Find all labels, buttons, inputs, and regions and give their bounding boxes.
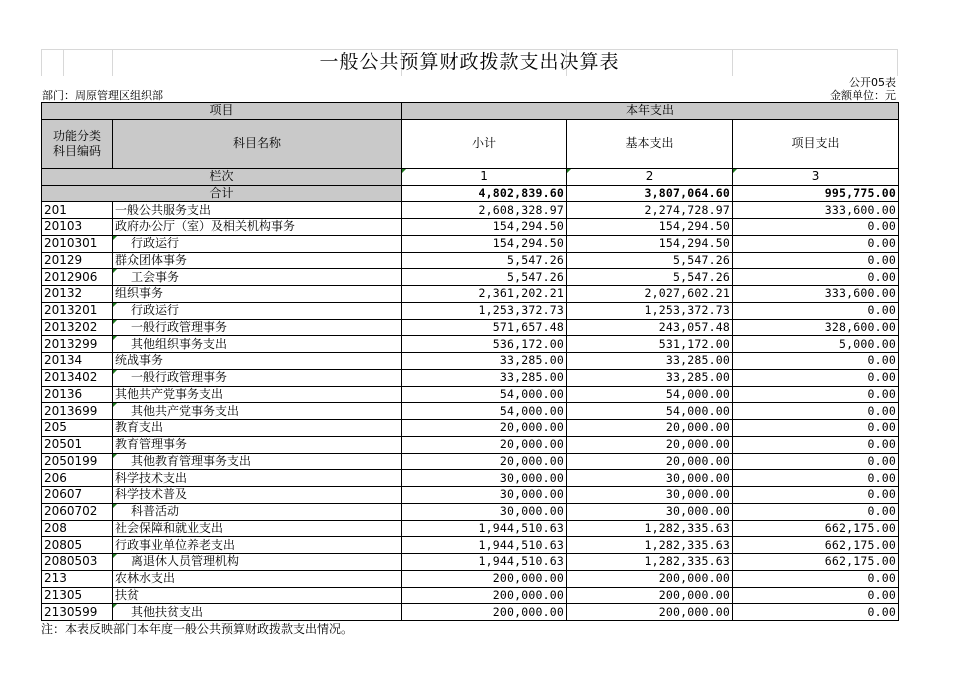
row-subtotal: 54,000.00 (402, 386, 567, 403)
row-subject-name: 其他共产党事务支出 (113, 386, 402, 403)
row-subject-name: 其他共产党事务支出 (113, 403, 402, 420)
department-label: 部门：周原管理区组织部 (42, 89, 163, 102)
row-basic: 200,000.00 (567, 604, 733, 621)
row-code: 20136 (42, 386, 113, 403)
row-subject-name: 社会保障和就业支出 (113, 520, 402, 537)
row-subtotal: 20,000.00 (402, 436, 567, 453)
table-number: 公开05表 (849, 76, 896, 89)
row-code: 20134 (42, 353, 113, 370)
row-subject-name: 一般公共服务支出 (113, 202, 402, 219)
footnote: 注：本表反映部门本年度一般公共预算财政拨款支出情况。 (41, 622, 354, 636)
row-subtotal: 20,000.00 (402, 453, 567, 470)
row-subject-name: 农林水支出 (113, 570, 402, 587)
row-project: 0.00 (733, 269, 899, 286)
row-subject-name: 其他组织事务支出 (113, 336, 402, 353)
row-subject-name: 工会事务 (113, 269, 402, 286)
row-subject-name: 组织事务 (113, 286, 402, 303)
row-code: 2013699 (42, 403, 113, 420)
table-row (42, 554, 899, 571)
row-project: 0.00 (733, 369, 899, 386)
row-subject-name: 教育管理事务 (113, 436, 402, 453)
row-project: 333,600.00 (733, 286, 899, 303)
row-subject-name: 群众团体事务 (113, 252, 402, 269)
row-project: 0.00 (733, 252, 899, 269)
row-basic: 20,000.00 (567, 453, 733, 470)
row-subject-name: 一般行政管理事务 (113, 319, 402, 336)
row-code: 208 (42, 520, 113, 537)
row-project: 662,175.00 (733, 520, 899, 537)
row-basic: 531,172.00 (567, 336, 733, 353)
row-subtotal: 20,000.00 (402, 420, 567, 437)
row-subject-name: 行政运行 (113, 302, 402, 319)
row-code: 20607 (42, 487, 113, 504)
header-row-1 (42, 103, 899, 120)
row-subject-name: 行政运行 (113, 235, 402, 252)
row-subject-name: 扶贫 (113, 587, 402, 604)
row-subject-name: 离退休人员管理机构 (113, 554, 402, 571)
table-row (42, 587, 899, 604)
row-project: 0.00 (733, 436, 899, 453)
row-project: 662,175.00 (733, 554, 899, 571)
row-project: 0.00 (733, 302, 899, 319)
row-subtotal: 30,000.00 (402, 487, 567, 504)
header-current-year: 本年支出 (402, 103, 899, 120)
table-row (42, 369, 899, 386)
row-basic: 54,000.00 (567, 403, 733, 420)
row-subject-name: 其他扶贫支出 (113, 604, 402, 621)
row-subtotal: 33,285.00 (402, 353, 567, 370)
row-subtotal: 200,000.00 (402, 570, 567, 587)
row-basic: 154,294.50 (567, 219, 733, 236)
row-subject-name: 统战事务 (113, 353, 402, 370)
row-basic: 54,000.00 (567, 386, 733, 403)
row-subtotal: 154,294.50 (402, 219, 567, 236)
row-basic: 5,547.26 (567, 252, 733, 269)
row-project: 0.00 (733, 219, 899, 236)
table-row (42, 252, 899, 269)
row-code: 2010301 (42, 235, 113, 252)
row-project: 5,000.00 (733, 336, 899, 353)
table-row (42, 403, 899, 420)
row-subject-name: 科普活动 (113, 503, 402, 520)
row-basic: 200,000.00 (567, 587, 733, 604)
table-row (42, 353, 899, 370)
row-subject-name: 一般行政管理事务 (113, 369, 402, 386)
row-code: 20103 (42, 219, 113, 236)
total-row (42, 185, 899, 202)
table-row (42, 487, 899, 504)
row-subtotal: 200,000.00 (402, 587, 567, 604)
column-number-row (42, 168, 899, 185)
total-label: 合计 (42, 185, 402, 202)
row-project: 328,600.00 (733, 319, 899, 336)
header-function-code: 功能分类 科目编码 (42, 119, 113, 168)
row-subject-name: 教育支出 (113, 420, 402, 437)
row-subtotal: 2,608,328.97 (402, 202, 567, 219)
row-code: 2013201 (42, 302, 113, 319)
row-subtotal: 2,361,202.21 (402, 286, 567, 303)
row-basic: 20,000.00 (567, 420, 733, 437)
header-row-2 (42, 119, 899, 168)
table-row (42, 386, 899, 403)
row-basic: 154,294.50 (567, 235, 733, 252)
table-row (42, 202, 899, 219)
row-code: 205 (42, 420, 113, 437)
row-subject-name: 科学技术支出 (113, 470, 402, 487)
row-basic: 30,000.00 (567, 487, 733, 504)
row-code: 20132 (42, 286, 113, 303)
row-subtotal: 571,657.48 (402, 319, 567, 336)
total-basic: 3,807,064.60 (567, 185, 733, 202)
row-basic: 33,285.00 (567, 369, 733, 386)
row-project: 0.00 (733, 386, 899, 403)
table-row (42, 269, 899, 286)
row-project: 333,600.00 (733, 202, 899, 219)
column-number-label: 栏次 (42, 168, 402, 185)
row-code: 2080503 (42, 554, 113, 571)
row-code: 2013299 (42, 336, 113, 353)
table-row (42, 537, 899, 554)
table-row (42, 219, 899, 236)
column-number-2: 2 (567, 168, 733, 185)
row-project: 0.00 (733, 403, 899, 420)
row-subtotal: 1,944,510.63 (402, 537, 567, 554)
row-project: 0.00 (733, 470, 899, 487)
unit-label: 金额单位：元 (830, 89, 896, 102)
row-code: 2012906 (42, 269, 113, 286)
row-code: 21305 (42, 587, 113, 604)
expenditure-table (41, 102, 899, 621)
table-row (42, 604, 899, 621)
row-project: 0.00 (733, 487, 899, 504)
row-project: 0.00 (733, 420, 899, 437)
row-project: 662,175.00 (733, 537, 899, 554)
row-subject-name: 政府办公厅（室）及相关机构事务 (113, 219, 402, 236)
row-subject-name: 行政事业单位养老支出 (113, 537, 402, 554)
row-basic: 200,000.00 (567, 570, 733, 587)
table-row (42, 570, 899, 587)
row-project: 0.00 (733, 353, 899, 370)
header-subtotal: 小计 (402, 119, 567, 168)
row-subtotal: 5,547.26 (402, 269, 567, 286)
header-project: 项目 (42, 103, 402, 120)
row-basic: 1,282,335.63 (567, 537, 733, 554)
department-row (41, 89, 898, 102)
total-subtotal: 4,802,839.60 (402, 185, 567, 202)
row-basic: 5,547.26 (567, 269, 733, 286)
row-subtotal: 5,547.26 (402, 252, 567, 269)
row-project: 0.00 (733, 503, 899, 520)
table-row (42, 436, 899, 453)
row-code: 213 (42, 570, 113, 587)
row-subtotal: 1,944,510.63 (402, 554, 567, 571)
row-basic: 2,274,728.97 (567, 202, 733, 219)
header-project-expenditure: 项目支出 (733, 119, 899, 168)
row-basic: 20,000.00 (567, 436, 733, 453)
table-row (42, 319, 899, 336)
row-subtotal: 30,000.00 (402, 503, 567, 520)
header-basic: 基本支出 (567, 119, 733, 168)
row-code: 2050199 (42, 453, 113, 470)
column-number-3: 3 (733, 168, 899, 185)
row-subtotal: 30,000.00 (402, 470, 567, 487)
row-subtotal: 200,000.00 (402, 604, 567, 621)
table-row (42, 520, 899, 537)
row-subtotal: 1,253,372.73 (402, 302, 567, 319)
table-row (42, 235, 899, 252)
row-code: 2060702 (42, 503, 113, 520)
total-project: 995,775.00 (733, 185, 899, 202)
row-basic: 243,057.48 (567, 319, 733, 336)
row-project: 0.00 (733, 587, 899, 604)
report-title: 一般公共预算财政拨款支出决算表 (319, 51, 620, 73)
row-project: 0.00 (733, 453, 899, 470)
column-number-1: 1 (402, 168, 567, 185)
row-basic: 33,285.00 (567, 353, 733, 370)
table-row (42, 503, 899, 520)
row-project: 0.00 (733, 570, 899, 587)
row-code: 206 (42, 470, 113, 487)
row-basic: 1,282,335.63 (567, 520, 733, 537)
table-row (42, 453, 899, 470)
row-code: 20805 (42, 537, 113, 554)
row-subtotal: 33,285.00 (402, 369, 567, 386)
table-row (42, 470, 899, 487)
row-code: 2013202 (42, 319, 113, 336)
table-row (42, 302, 899, 319)
table-row (42, 286, 899, 303)
row-subtotal: 1,944,510.63 (402, 520, 567, 537)
row-subtotal: 54,000.00 (402, 403, 567, 420)
row-basic: 30,000.00 (567, 503, 733, 520)
table-number-row (41, 76, 898, 89)
row-project: 0.00 (733, 604, 899, 621)
header-subject-name: 科目名称 (113, 119, 402, 168)
table-row (42, 420, 899, 437)
row-project: 0.00 (733, 235, 899, 252)
row-basic: 1,282,335.63 (567, 554, 733, 571)
row-subtotal: 536,172.00 (402, 336, 567, 353)
row-subject-name: 其他教育管理事务支出 (113, 453, 402, 470)
row-subtotal: 154,294.50 (402, 235, 567, 252)
row-subject-name: 科学技术普及 (113, 487, 402, 504)
row-basic: 1,253,372.73 (567, 302, 733, 319)
row-code: 2130599 (42, 604, 113, 621)
row-code: 201 (42, 202, 113, 219)
row-basic: 2,027,602.21 (567, 286, 733, 303)
row-code: 2013402 (42, 369, 113, 386)
row-code: 20129 (42, 252, 113, 269)
table-row (42, 336, 899, 353)
row-code: 20501 (42, 436, 113, 453)
row-basic: 30,000.00 (567, 470, 733, 487)
